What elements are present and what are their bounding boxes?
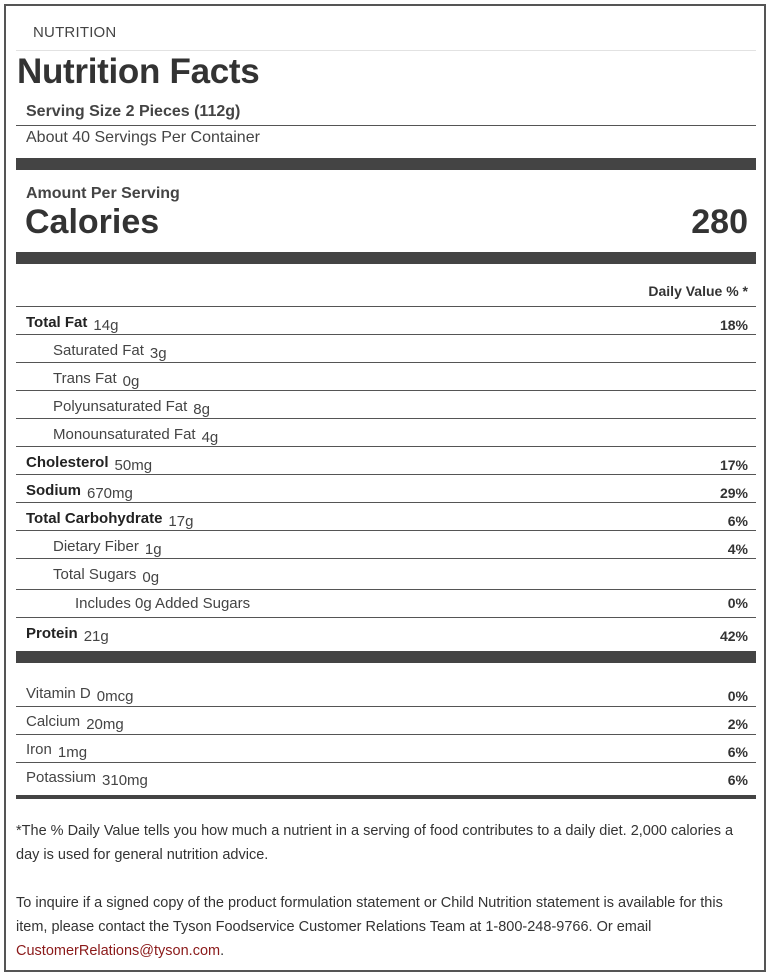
nutrient-label: Dietary Fiber bbox=[53, 538, 139, 555]
vitamin-amount: 310mg bbox=[102, 772, 148, 789]
vitamin-name bbox=[26, 769, 148, 789]
nutrient-row bbox=[16, 306, 756, 334]
nutrient-daily-value: 18% bbox=[719, 317, 748, 333]
calories-label: Calories bbox=[25, 203, 160, 241]
vitamin-row bbox=[16, 733, 756, 761]
vitamin-label: Iron bbox=[26, 741, 52, 758]
nutrient-name bbox=[26, 314, 119, 334]
thick-rule bbox=[16, 252, 756, 264]
nutrient-name bbox=[75, 595, 250, 612]
nutrient-amount: 17g bbox=[168, 513, 194, 530]
divider bbox=[16, 125, 756, 126]
vitamin-label: Potassium bbox=[26, 769, 97, 786]
servings-per-container: About 40 Servings Per Container bbox=[26, 129, 260, 146]
nutrient-daily-value: 0% bbox=[727, 595, 748, 611]
nutrient-label: Total Sugars bbox=[53, 566, 137, 583]
nutrient-label: Cholesterol bbox=[26, 454, 109, 471]
nutrient-daily-value: 29% bbox=[719, 485, 748, 501]
nutrient-row bbox=[16, 617, 756, 645]
nutrient-row bbox=[16, 558, 756, 586]
daily-value-header: Daily Value % * bbox=[648, 283, 748, 299]
customer-relations-email-link[interactable]: CustomerRelations@tyson.com bbox=[16, 943, 221, 959]
nutrient-daily-value: 6% bbox=[727, 513, 748, 529]
nutrient-name bbox=[26, 454, 153, 474]
section-label: NUTRITION bbox=[33, 24, 117, 41]
nutrient-row bbox=[16, 474, 756, 502]
nutrient-label: Protein bbox=[26, 625, 78, 642]
vitamin-name bbox=[26, 685, 134, 705]
nutrient-name bbox=[53, 538, 162, 558]
nutrient-row bbox=[16, 390, 756, 418]
nutrient-row bbox=[16, 502, 756, 530]
nutrient-label: Saturated Fat bbox=[53, 342, 144, 359]
nutrient-name bbox=[26, 625, 109, 645]
nutrient-amount: 3g bbox=[149, 345, 167, 362]
serving-size: Serving Size 2 Pieces (112g) bbox=[26, 103, 241, 120]
nutrient-amount: 50mg bbox=[114, 457, 153, 474]
thick-rule bbox=[16, 651, 756, 663]
nutrient-amount: 670mg bbox=[87, 485, 133, 502]
inquiry-note bbox=[16, 891, 746, 963]
nutrient-amount: 8g bbox=[193, 401, 210, 418]
nutrient-amount: 21g bbox=[83, 628, 109, 645]
nutrient-name bbox=[26, 482, 133, 502]
nutrient-name bbox=[53, 370, 140, 390]
vitamin-name bbox=[26, 713, 124, 733]
vitamin-daily-value: 2% bbox=[727, 716, 748, 732]
nutrient-name bbox=[53, 566, 160, 586]
nutrient-label: Polyunsaturated Fat bbox=[53, 398, 188, 415]
nutrient-row bbox=[16, 418, 756, 446]
divider bbox=[16, 50, 756, 51]
vitamin-daily-value: 6% bbox=[727, 772, 748, 788]
vitamin-label: Vitamin D bbox=[26, 685, 91, 702]
nutrient-row bbox=[16, 362, 756, 390]
nutrient-label: Monounsaturated Fat bbox=[53, 426, 196, 443]
nutrient-row bbox=[16, 334, 756, 362]
vitamin-row bbox=[16, 761, 756, 789]
bottom-rule bbox=[16, 795, 756, 799]
amount-per-serving-label: Amount Per Serving bbox=[26, 185, 180, 202]
nutrient-label: Sodium bbox=[26, 482, 81, 499]
nutrient-amount: 14g bbox=[93, 317, 119, 334]
vitamin-row bbox=[16, 705, 756, 733]
inquiry-text: To inquire if a signed copy of the product formulation statement or Child Nutrition statement is available for this item, please contact the Tyson Foodservice Customer Relations Team at 1-800-248-9766. Or email bbox=[16, 895, 723, 935]
nutrition-facts-title: Nutrition Facts bbox=[17, 52, 260, 91]
calories-value: 280 bbox=[691, 203, 748, 241]
vitamin-name bbox=[26, 741, 88, 761]
nutrient-label: Trans Fat bbox=[53, 370, 117, 387]
nutrient-label: Total Carbohydrate bbox=[26, 510, 163, 527]
inquiry-end: . bbox=[220, 943, 225, 959]
vitamin-row bbox=[16, 677, 756, 705]
nutrient-daily-value: 4% bbox=[727, 541, 748, 557]
vitamin-amount: 20mg bbox=[86, 716, 124, 733]
nutrient-name bbox=[53, 342, 167, 362]
vitamin-daily-value: 6% bbox=[727, 744, 748, 760]
nutrient-row bbox=[16, 530, 756, 558]
nutrient-label: Total Fat bbox=[26, 314, 88, 331]
nutrient-daily-value: 17% bbox=[719, 457, 748, 473]
nutrient-amount: 0g bbox=[122, 373, 140, 390]
vitamin-amount: 1mg bbox=[57, 744, 88, 761]
nutrient-amount: 0g bbox=[142, 569, 160, 586]
nutrient-name bbox=[53, 426, 219, 446]
nutrient-amount: 1g bbox=[144, 541, 162, 558]
nutrient-row bbox=[16, 589, 756, 617]
vitamin-daily-value: 0% bbox=[727, 688, 748, 704]
vitamin-label: Calcium bbox=[26, 713, 81, 730]
nutrient-name bbox=[26, 510, 194, 530]
nutrient-row bbox=[16, 446, 756, 474]
thick-rule bbox=[16, 158, 756, 170]
nutrient-daily-value: 42% bbox=[719, 628, 748, 644]
nutrient-amount: 4g bbox=[201, 429, 219, 446]
vitamin-amount: 0mcg bbox=[96, 688, 134, 705]
daily-value-footnote: *The % Daily Value tells you how much a nutrient in a serving of food contributes to a daily diet. 2,000 calories a day is used for general nutrition advice. bbox=[16, 823, 734, 863]
nutrient-name bbox=[53, 398, 210, 418]
nutrient-label: Includes 0g Added Sugars bbox=[75, 595, 251, 612]
